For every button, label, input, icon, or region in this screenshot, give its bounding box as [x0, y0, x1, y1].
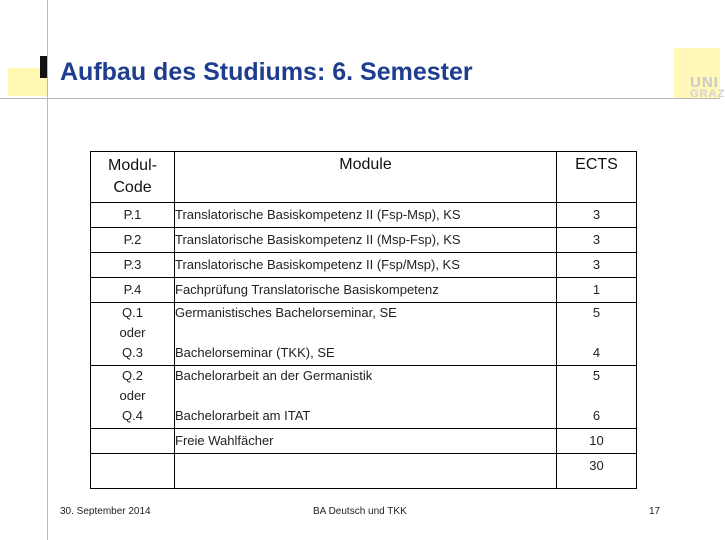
row-code: P.2 [91, 228, 175, 253]
alt-oder: oder [119, 388, 146, 403]
alt-modules [175, 303, 557, 366]
alt-code-a: Q.1 [122, 305, 143, 320]
footer-page-number: 17 [649, 506, 661, 517]
table-total-row [91, 454, 637, 489]
footer-center-text: BA Deutsch und TKK [313, 506, 407, 517]
university-logo [674, 48, 725, 100]
alt-oder: oder [119, 325, 146, 340]
alt-ects-b: 6 [592, 408, 601, 423]
row-code: P.3 [91, 253, 175, 278]
alt-modules [175, 366, 557, 429]
table-row [91, 429, 637, 454]
row-ects: 1 [557, 278, 637, 303]
header-code-line2: Code [113, 179, 152, 196]
total-ects: 30 [557, 454, 637, 489]
alt-code-a: Q.2 [122, 368, 143, 383]
row-ects: 3 [557, 253, 637, 278]
header-code-line1: Modul- [108, 157, 157, 174]
header-modul-code [91, 152, 175, 203]
alt-code-b: Q.4 [122, 408, 143, 423]
alt-code-b: Q.3 [122, 345, 143, 360]
alt-module-a: Germanistisches Bachelorseminar, SE [175, 305, 397, 320]
row-module: Translatorische Basiskompetenz II (Fsp/Msp), KS [175, 253, 557, 278]
alt-module-a: Bachelorarbeit an der Germanistik [175, 368, 373, 383]
logo-text-top: UNI [690, 74, 719, 91]
header-module: Module [175, 152, 557, 203]
slide-title: Aufbau des Studiums: 6. Semester [60, 58, 473, 86]
alt-ects-a: 5 [592, 368, 601, 383]
logo-text-bottom: GRAZ [690, 88, 725, 100]
row-code [91, 429, 175, 454]
row-ects: 10 [557, 429, 637, 454]
row-module: Translatorische Basiskompetenz II (Msp-Fsp), KS [175, 228, 557, 253]
row-module: Freie Wahlfächer [175, 429, 557, 454]
table-row [91, 278, 637, 303]
alt-ects-a: 5 [592, 305, 601, 320]
alt-codes [91, 366, 175, 429]
row-module: Fachprüfung Translatorische Basiskompetenz [175, 278, 557, 303]
row-code: P.4 [91, 278, 175, 303]
alt-codes [91, 303, 175, 366]
total-code [91, 454, 175, 489]
row-module: Translatorische Basiskompetenz II (Fsp-Msp), KS [175, 203, 557, 228]
alt-ects [557, 366, 637, 429]
header-ects: ECTS [557, 152, 637, 203]
alt-module-b: Bachelorarbeit am ITAT [175, 408, 311, 423]
table-row-alternatives [91, 366, 637, 429]
alt-ects-b: 4 [592, 345, 601, 360]
alt-module-b: Bachelorseminar (TKK), SE [175, 345, 335, 360]
footer-date: 30. September 2014 [60, 506, 151, 517]
table-row-alternatives [91, 303, 637, 366]
vertical-divider-line [47, 0, 48, 540]
table-row [91, 253, 637, 278]
table-row [91, 228, 637, 253]
row-ects: 3 [557, 228, 637, 253]
row-ects: 3 [557, 203, 637, 228]
table-header-row [91, 152, 637, 203]
total-module [175, 454, 557, 489]
alt-ects [557, 303, 637, 366]
module-table [90, 151, 637, 489]
row-code: P.1 [91, 203, 175, 228]
table-row [91, 203, 637, 228]
horizontal-divider-line [0, 98, 720, 99]
